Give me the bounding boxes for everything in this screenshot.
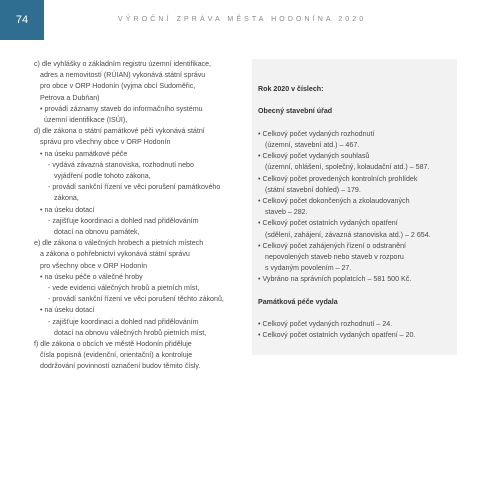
left-text-line: a zákona o pohřebnictví vykonává státní správu [40,250,190,259]
left-text-line: zákona, [54,194,79,203]
left-text-line: - zajišťuje koordinaci a dohled nad přidělováním [48,317,199,326]
stat-line: Památková péče vydala [258,297,338,306]
stat-line: (sdělení, zahájení, závazná stanoviska atd.) – 2 654. [265,230,431,239]
stat-line: • Celkový počet vydaných souhlasů [258,152,370,161]
left-text-line: čísla popisná (evidenční, orientační) a kontroluje [40,351,193,360]
left-text-line: • provádí záznamy staveb do informačního systému [40,104,203,113]
left-text-line: - vydává závazná stanoviska, rozhodnutí nebo [48,160,194,169]
left-text-line: • na úseku dotací [40,306,95,315]
stat-line: • Celkový počet zahájených řízení o odstranění [258,241,406,250]
stat-line: Rok 2020 v číslech: [258,85,324,93]
statistics-content [258,84,456,342]
stat-line: • Celkový počet provedených kontrolních prohlídek [258,174,418,183]
left-text-line: c) dle vyhlášky o základním registru územní identifikace, [34,60,212,68]
stat-line: • Celkový počet dokončených a zkolaudovaných [258,197,410,205]
left-text-line: dotací na obnovu památek, [54,228,140,237]
stat-spacer [258,95,456,106]
left-text-line: • na úseku péče o válečné hroby [40,272,143,281]
left-text-line: - provádí sankční řízení ve věci porušení těchto zákonů, [48,295,224,304]
left-column [34,59,246,373]
left-text-line: - vede evidenci válečných hrobů a pietních míst, [48,284,200,293]
stat-line: • Vybráno na správních poplatcích – 581 500 Kč. [258,275,412,284]
stat-line: nepovolených staveb nebo staveb v rozporu [265,253,404,262]
left-text-line: správu pro všechny obce v ORP Hodonín [40,138,171,147]
stat-line: (státní stavební dohled) – 179. [265,185,361,194]
stat-line: (územní, ohlášení, společný, kolaudační atd.) – 587. [265,163,430,172]
stat-spacer [258,286,456,297]
stat-line: • Celkový počet ostatních vydaných opatření [258,219,398,228]
left-text-line: • na úseku památkové péče [40,149,128,158]
left-text-line: pro všechny obce v ORP Hodonín [40,261,148,270]
left-text-line: - provádí sankční řízení ve věci porušení památkového [48,183,221,192]
left-text-line: územní identifikace (ISÚI), [44,116,128,125]
report-header: VÝROČNÍ ZPRÁVA MĚSTA HODONÍNA 2020 [118,16,367,23]
stat-line: • Celkový počet vydaných rozhodnutí – 24. [258,320,393,329]
left-text-line: dotací na obnovu válečných hrobů pietních míst, [54,328,207,337]
left-text-line: pro obce v ORP Hodonín (vyjma obcí Sudoměřic, [40,82,196,91]
left-text-line: adres a nemovitostí (RÚIAN) vykonává státní správu [40,71,206,80]
left-text-line: • na úseku dotací [40,205,95,214]
left-text-line: dodržování povinností označení budov těmito čísly. [40,362,201,371]
left-text-line: - zajišťuje koordinaci a dohled nad přidělováním [48,216,199,225]
stat-line: • Celkový počet vydaných rozhodnutí [258,129,375,138]
page-number-text: 74 [15,14,29,26]
stat-line: Obecný stavební úřad [258,107,333,116]
left-text-line: d) dle zákona o státní památkové péči vykonává státní [34,127,205,136]
stat-line: • Celkový počet ostatních vydaných opatření – 20. [258,331,416,340]
stat-spacer [258,308,456,319]
page-number [0,0,44,40]
left-text-line: Petrova a Dubňan) [40,93,100,102]
stat-line: staveb – 282. [265,208,308,217]
stat-line: (územní, stavební atd.) – 467. [265,140,360,149]
left-text-line: e) dle zákona o válečných hrobech a pietních místech [34,239,204,248]
stat-spacer [258,118,456,129]
left-text-line: f) dle zákona o obcích ve městě Hodonín přiděluje [34,340,192,349]
statistics-panel [252,59,457,355]
stat-line: s vydaným povolením – 27. [265,264,352,273]
left-text-line: vyjádření podle tohoto zákona, [54,172,151,181]
